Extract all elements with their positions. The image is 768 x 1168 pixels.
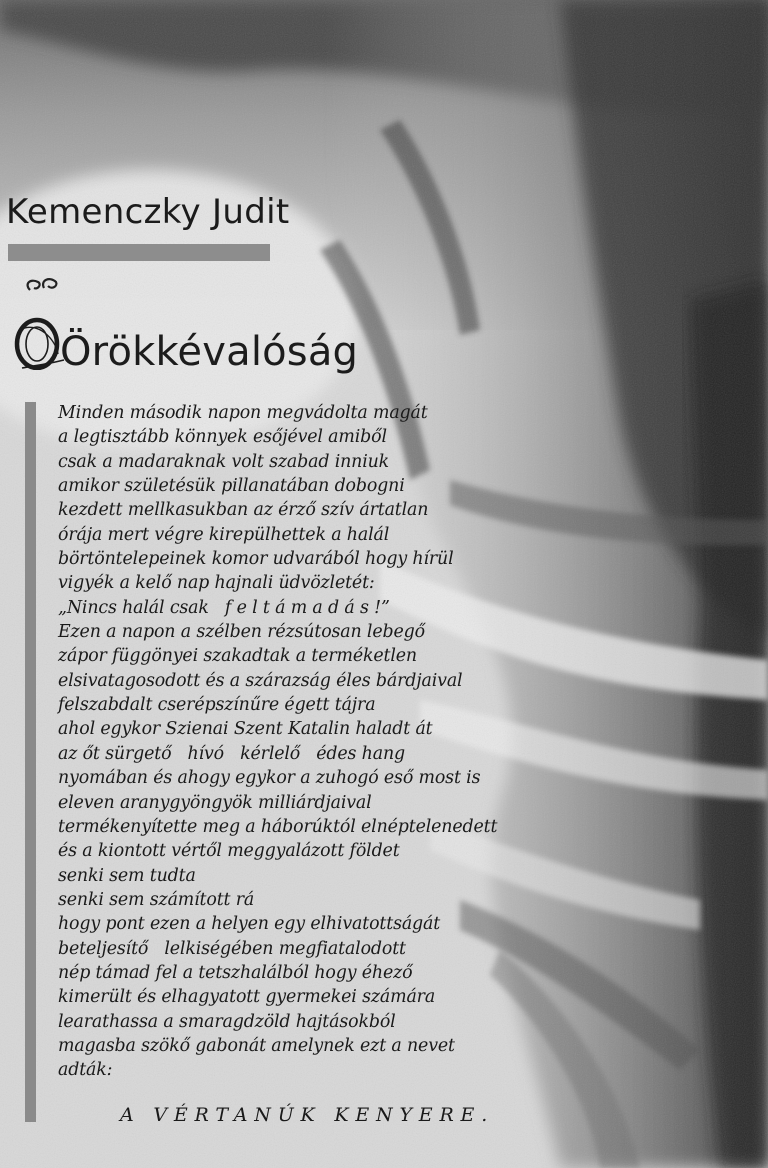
- poem-line: senki sem tudta: [58, 865, 196, 886]
- author-underline-bar: [8, 244, 270, 261]
- poem-line: Ezen a napon a szélben rézsútosan lebegő: [58, 622, 425, 643]
- poem-line: börtöntelepeinek komor udvarából hogy hírül: [58, 549, 454, 570]
- poem-line: nyomában és ahogy egykor a zuhogó eső most is: [58, 768, 481, 789]
- poem-line: és a kiontott vértől meggyalázott földet: [58, 841, 400, 862]
- poem-line: beteljesítő lelkiségében megfiatalodott: [58, 938, 406, 959]
- poem-line: adták:: [58, 1060, 113, 1081]
- poem-line: felszabdalt cserépszínűre égett tájra: [58, 695, 376, 716]
- poem-line: a legtisztább könnyek esőjével amiből: [58, 427, 387, 448]
- poem-line: zápor függönyei szakadtak a terméketlen: [58, 646, 417, 667]
- poem-line: senki sem számított rá: [58, 889, 255, 910]
- poem-line: eleven aranygyöngyök milliárdjaival: [58, 792, 372, 813]
- poem-line: Minden második napon megvádolta magát: [58, 403, 428, 423]
- poem-line: hogy pont ezen a helyen egy elhivatottságát: [58, 914, 441, 935]
- poem-line: „Nincs halál csak f e l t á m a d á s !”: [58, 597, 390, 618]
- poem-line: vigyék a kelő nap hajnali üdvözletét:: [58, 573, 375, 594]
- poem-side-rule: [25, 402, 36, 1122]
- poem-title: Örökkévalóság: [60, 329, 359, 375]
- poem-closing-line: A VÉRTANÚK KENYERE.: [120, 1104, 495, 1126]
- author-name: Kemenczky Judit: [6, 192, 290, 232]
- poem-line: elsivatagosodott és a szárazság éles bárdjaival: [58, 670, 463, 691]
- poem-body: [58, 401, 497, 1083]
- poem-line: az őt sürgető hívó kérlelő édes hang: [58, 743, 405, 764]
- poem-line: nép támad fel a tetszhalálból hogy éhező: [58, 962, 413, 983]
- poem-line: ahol egykor Szienai Szent Katalin haladt át: [58, 719, 433, 740]
- poem-line: magasba szökő gabonát amelynek ezt a nevet: [58, 1035, 455, 1056]
- poem-line: termékenyítette meg a háborúktól elnéptelenedett: [58, 816, 498, 837]
- poem-line: órája mert végre kirepülhettek a halál: [58, 524, 390, 545]
- poem-line: learathassa a smaragdzöld hajtásokból: [58, 1011, 396, 1032]
- poem-line: kezdett mellkasukban az érző szív ártatlan: [58, 500, 429, 521]
- poem-line: csak a madaraknak volt szabad inniuk: [58, 451, 390, 472]
- poem-line: kimerült és elhagyatott gyermekei számára: [58, 987, 436, 1008]
- poem-line: amikor születésük pillanatában dobogni: [58, 476, 405, 497]
